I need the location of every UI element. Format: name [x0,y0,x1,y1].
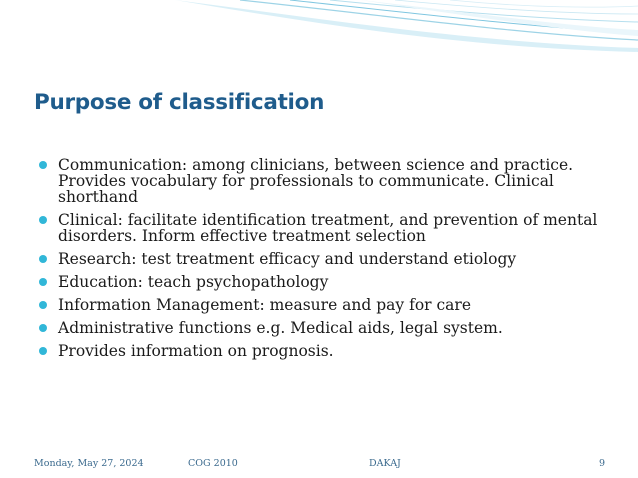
bullet-icon [39,324,47,332]
bullet-icon [39,301,47,309]
bullet-text: Education: teach psychopathology [58,273,329,291]
bullet-text: Clinical: facilitate identification treatment, and prevention of mental disorders. Inform effective treatment selection [58,211,598,245]
footer-page-number: 9 [599,458,606,469]
bullet-item [38,343,598,359]
bullet-item [38,274,598,290]
bullet-icon [39,347,47,355]
footer-course: COG 2010 [188,458,238,469]
bullet-item [38,297,598,313]
bullet-item [38,157,598,205]
bullet-item [38,251,598,267]
bullet-list [38,157,598,366]
header-swoosh-decoration [0,0,638,80]
footer-author: DAKAJ [369,458,401,469]
bullet-text: Communication: among clinicians, between science and practice. Provides vocabulary for professionals to communicate. Clinical shorthand [58,156,574,206]
bullet-icon [39,161,47,169]
bullet-icon [39,216,47,224]
bullet-icon [39,255,47,263]
bullet-text: Information Management: measure and pay for care [58,296,471,314]
footer-date: Monday, May 27, 2024 [34,458,144,469]
bullet-text: Research: test treatment efficacy and understand etiology [58,250,517,268]
slide-title: Purpose of classification [34,90,325,115]
bullet-text: Provides information on prognosis. [58,342,334,360]
bullet-icon [39,278,47,286]
bullet-text: Administrative functions e.g. Medical aids, legal system. [58,319,503,337]
bullet-item [38,320,598,336]
bullet-item [38,212,598,244]
